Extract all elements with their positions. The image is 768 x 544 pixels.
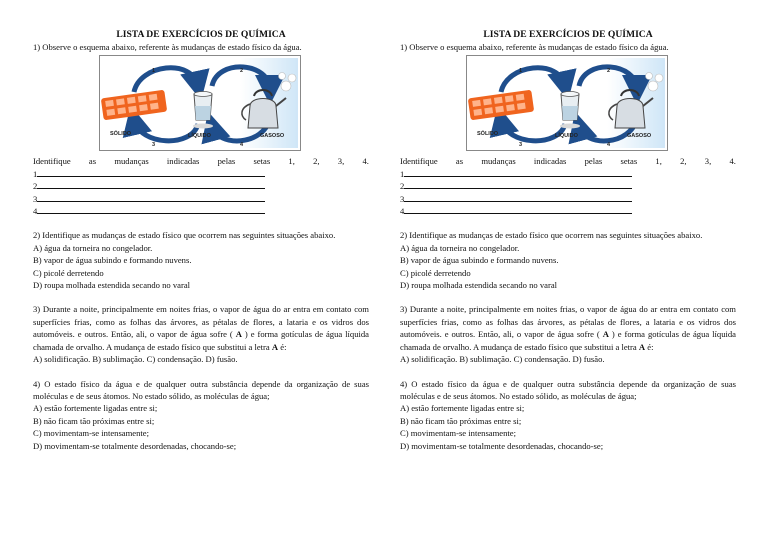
answer-blank[interactable]	[404, 193, 632, 202]
option-item: A) água da torneira no congelador.	[400, 242, 520, 253]
identify-word: Identifique	[33, 156, 71, 167]
identify-word: 4.	[362, 156, 369, 167]
option-item: A) estão fortemente ligadas entre si;	[33, 403, 158, 414]
worksheet-right	[400, 28, 736, 452]
identify-word: 3,	[704, 156, 712, 167]
label-liquid: LÍQUIDO	[188, 133, 211, 140]
answer-line-number: 2	[33, 181, 38, 192]
answer-lines	[33, 168, 369, 218]
question-2: 2) Identifique as mudanças de estado físico que ocorrem nas seguintes situações abaixo.	[400, 230, 703, 241]
worksheet-title: LISTA DE EXERCÍCIOS DE QUÍMICA	[116, 29, 286, 40]
identify-word: mudanças	[481, 156, 516, 167]
worksheet-left	[33, 28, 369, 452]
answer-line-number: 2	[400, 181, 405, 192]
ice-tray-icon	[101, 90, 167, 121]
option-item: D) roupa molhada estendida secando no varal	[33, 280, 191, 291]
option-item: A) água da torneira no congelador.	[33, 242, 153, 253]
option-item: B) não ficam tão próximas entre si;	[33, 415, 155, 426]
identify-word: pelas	[584, 156, 603, 167]
answer-blank[interactable]	[37, 168, 265, 177]
label-arrow-4: 4	[240, 142, 244, 149]
question-2: 2) Identifique as mudanças de estado físico que ocorrem nas seguintes situações abaixo.	[33, 230, 336, 241]
option-item: A) estão fortemente ligadas entre si;	[400, 403, 525, 414]
question-2-items	[400, 242, 736, 292]
question-4-items	[33, 402, 369, 452]
option-item: B) vapor de água subindo e formando nuvens.	[33, 255, 192, 266]
water-state-diagram	[466, 55, 668, 151]
answer-line[interactable]	[33, 180, 369, 192]
answer-line[interactable]	[33, 168, 369, 180]
option-item: D) movimentam-se totalmente desordenadas, chocando-se;	[400, 440, 604, 451]
question-4-items	[400, 402, 736, 452]
answer-line[interactable]	[33, 193, 369, 205]
option-item: C) movimentam-se intensamente;	[33, 428, 149, 439]
answer-line[interactable]	[400, 180, 736, 192]
label-gas: GASOSO	[627, 133, 652, 140]
identify-word: as	[88, 156, 97, 167]
answer-line-number: 4	[33, 206, 38, 217]
label-arrow-1: 1	[519, 68, 523, 75]
water-glass-icon	[560, 92, 580, 129]
question-4: 4) O estado físico da água e de qualquer outra substância depende da organização de suas moléculas e de seus átomos. No estado sólido, as moléculas de água;	[33, 378, 369, 401]
question-1: 1) Observe o esquema abaixo, referente às mudanças de estado físico da água.	[400, 42, 669, 52]
identify-word: setas	[253, 156, 271, 167]
label-arrow-2: 2	[607, 68, 611, 75]
arrow-1	[134, 68, 198, 92]
option-item: C) picolé derretendo	[33, 267, 104, 278]
identify-word: 1,	[655, 156, 662, 167]
water-state-diagram	[99, 55, 301, 151]
answer-line-number: 3	[33, 193, 38, 204]
answer-line-number: 3	[400, 193, 405, 204]
identify-word: pelas	[217, 156, 236, 167]
label-arrow-2: 2	[240, 68, 244, 75]
answer-lines	[400, 168, 736, 218]
identify-word: mudanças	[114, 156, 149, 167]
identify-word: 2,	[680, 156, 687, 167]
identify-word: 4.	[729, 156, 736, 167]
identify-word: Identifique	[400, 156, 438, 167]
answer-blank[interactable]	[37, 180, 265, 189]
identify-instruction	[400, 155, 736, 167]
question-3: 3) Durante a noite, principalmente em noites frias, o vapor de água do ar entra em contato com superfícies frias, como as folhas das árvores, as pétalas de flores, a lataria e os vidros dos automóveis. e outros. Então, ali, o vapor de água sofre ( A ) e forma gotículas de água líquida chamada de orvalho. A mudança de estado físico que substitui a letra A é:	[400, 304, 736, 352]
question-1: 1) Observe o esquema abaixo, referente às mudanças de estado físico da água.	[33, 42, 302, 52]
option-item: B) não ficam tão próximas entre si;	[400, 415, 522, 426]
answer-line-number: 1	[33, 168, 38, 179]
question-2-items	[33, 242, 369, 292]
answer-line[interactable]	[400, 193, 736, 205]
answer-blank[interactable]	[404, 180, 632, 189]
question-4: 4) O estado físico da água e de qualquer outra substância depende da organização de suas moléculas e de seus átomos. No estado sólido, as moléculas de água;	[400, 378, 736, 401]
answer-line[interactable]	[400, 205, 736, 217]
identify-word: 3,	[337, 156, 345, 167]
label-arrow-3: 3	[152, 142, 156, 149]
identify-instruction	[33, 155, 369, 167]
question-3-options: A) solidificação. B) sublimação. C) condensação. D) fusão.	[400, 354, 605, 365]
identify-word: 1,	[288, 156, 295, 167]
label-arrow-4: 4	[607, 142, 611, 149]
question-3-options: A) solidificação. B) sublimação. C) condensação. D) fusão.	[33, 354, 238, 365]
answer-line[interactable]	[33, 205, 369, 217]
answer-line-number: 1	[400, 168, 405, 179]
identify-word: indicadas	[166, 156, 200, 167]
option-item: B) vapor de água subindo e formando nuvens.	[400, 255, 559, 266]
option-item: C) picolé derretendo	[400, 267, 471, 278]
identify-word: setas	[620, 156, 638, 167]
option-item: D) movimentam-se totalmente desordenadas, chocando-se;	[33, 440, 237, 451]
ice-tray-icon	[468, 90, 534, 121]
label-arrow-3: 3	[519, 142, 523, 149]
identify-word: 2,	[313, 156, 320, 167]
answer-blank[interactable]	[37, 205, 265, 214]
answer-line[interactable]	[400, 168, 736, 180]
label-liquid: LÍQUIDO	[555, 133, 578, 140]
answer-blank[interactable]	[404, 168, 632, 177]
option-item: C) movimentam-se intensamente;	[400, 428, 516, 439]
option-item: D) roupa molhada estendida secando no varal	[400, 280, 558, 291]
identify-word: as	[455, 156, 464, 167]
label-solid: SÓLIDO	[477, 131, 499, 138]
answer-line-number: 4	[400, 206, 405, 217]
label-arrow-1: 1	[152, 68, 156, 75]
worksheet-title: LISTA DE EXERCÍCIOS DE QUÍMICA	[483, 29, 653, 40]
answer-blank[interactable]	[37, 193, 265, 202]
label-solid: SÓLIDO	[110, 131, 132, 138]
identify-word: indicadas	[533, 156, 567, 167]
answer-blank[interactable]	[404, 205, 632, 214]
question-3: 3) Durante a noite, principalmente em noites frias, o vapor de água do ar entra em contato com superfícies frias, como as folhas das árvores, as pétalas de flores, a lataria e os vidros dos automóveis. e outros. Então, ali, o vapor de água sofre ( A ) e forma gotículas de água líquida chamada de orvalho. A mudança de estado físico que substitui a letra A é:	[33, 304, 369, 352]
label-gas: GASOSO	[260, 133, 285, 140]
water-glass-icon	[193, 92, 213, 129]
arrow-1	[501, 68, 565, 92]
